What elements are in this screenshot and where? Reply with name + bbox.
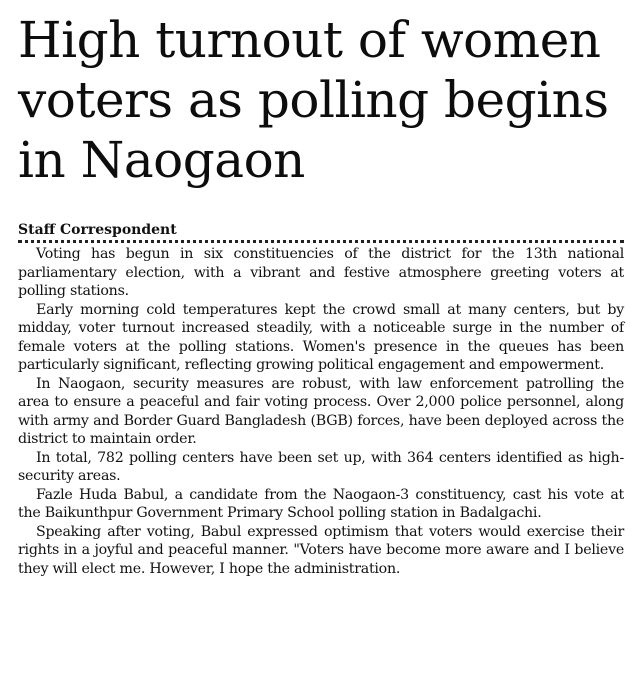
headline: High turnout of women voters as polling begins in Naogaon bbox=[18, 11, 609, 189]
paragraph: Speaking after voting, Babul expressed optimism that voters would exercise their rights in a joyful and peaceful manner. "Voters have become more aware and I believe they will elect me. However, I hope the administration. bbox=[18, 523, 624, 577]
paragraph: In Naogaon, security measures are robust, with law enforcement patrolling the area to ensure a peaceful and fair voting process. Over 2,000 police personnel, along with army and Border Guard Bangladesh (BGB) forces, have been deployed across the district to maintain order. bbox=[18, 375, 624, 447]
paragraph: In total, 782 polling centers have been set up, with 364 centers identified as high-security areas. bbox=[18, 449, 624, 484]
paragraph: Fazle Huda Babul, a candidate from the Naogaon-3 constituency, cast his vote at the Baikunthpur Government Primary School polling station in Badalgachi. bbox=[18, 486, 624, 521]
paragraph: Voting has begun in six constituencies of the district for the 13th national parliamentary election, with a vibrant and festive atmosphere greeting voters at polling stations. bbox=[18, 246, 624, 299]
dotted-divider bbox=[18, 240, 624, 243]
byline: Staff Correspondent bbox=[18, 222, 177, 238]
article-body bbox=[18, 245, 624, 578]
paragraph: Early morning cold temperatures kept the crowd small at many centers, but by midday, voter turnout increased steadily, with a noticeable surge in the number of female voters at the polling stations. Women's presence in the queues has been particularly significant, reflecting growing political engagement and empowerment. bbox=[18, 301, 624, 373]
